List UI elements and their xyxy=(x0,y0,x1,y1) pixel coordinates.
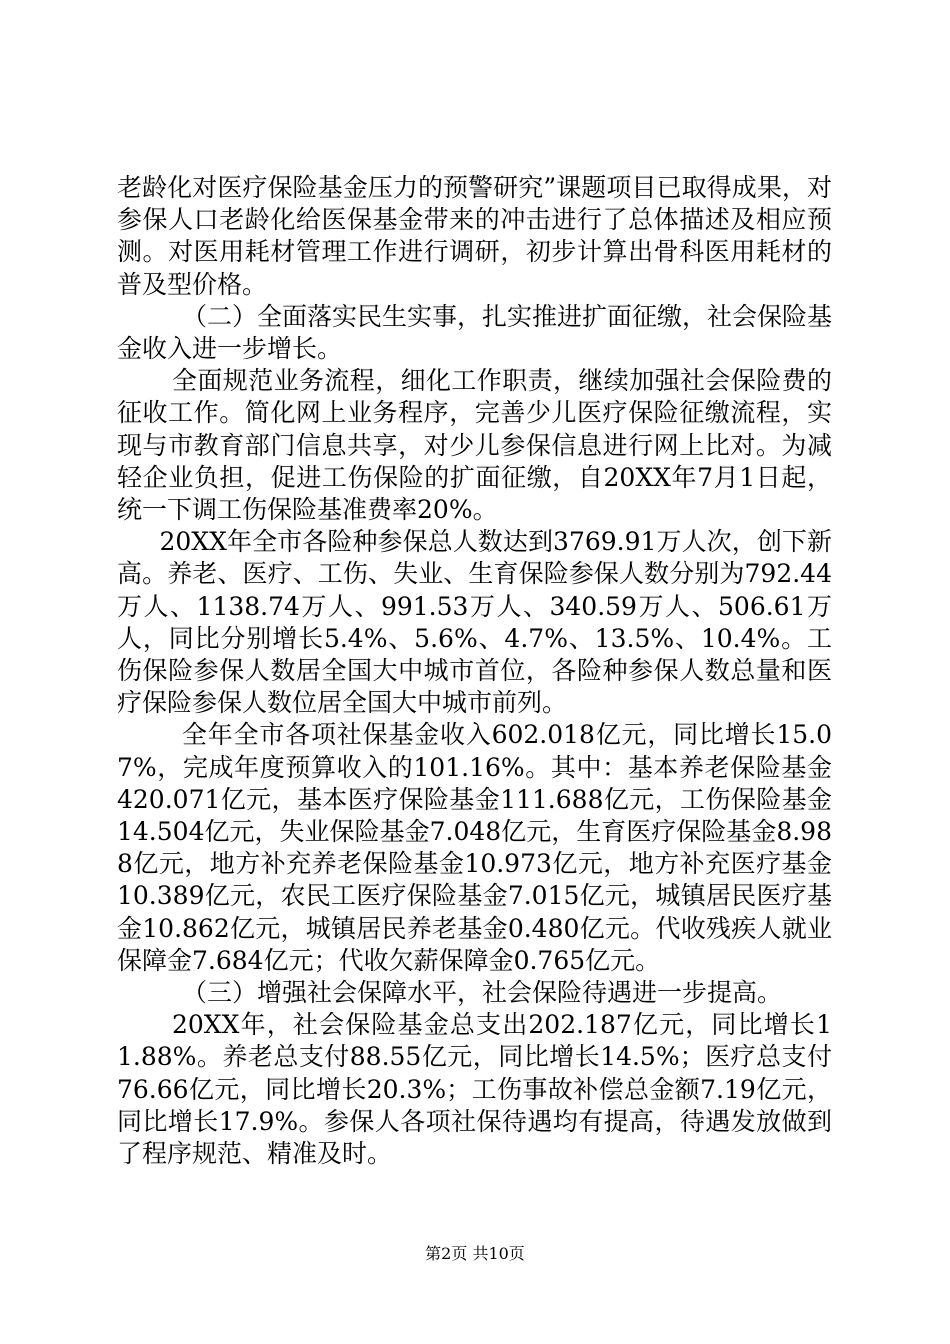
page-number-footer: 第2页 共10页 xyxy=(425,1244,525,1263)
paragraph-fund-expenditure: 20XX年，社会保险基金总支出202.187亿元，同比增长11.88%。养老总支付88.55亿元，同比增长14.5%；医疗总支付76.66亿元，同比增长20.3%；工伤事故补偿总金额7.19亿元，同比增长17.9%。参保人各项社保待遇均有提高，待遇发放做到了程序规范、精准及时。 xyxy=(117,1010,832,1169)
section-heading-3: （三）增强社会保障水平，社会保险待遇进一步提高。 xyxy=(182,978,783,1008)
paragraph-enrollment-stats: 20XX年全市各险种参保总人数达到3769.91万人次，创下新高。养老、医疗、工伤、失业、生育保险参保人数分别为792.44万人、1138.74万人、991.53万人、340.59万人、506.61万人，同比分别增长5.4%、5.6%、4.7%、13.5%、10.4%。工伤保险参保人数居全国大中城市首位，各险种参保人数总量和医疗保险参保人数位居全国大中城市前列。 xyxy=(117,527,832,718)
document-body xyxy=(117,172,832,1170)
paragraph-continuation: 老龄化对医疗保险基金压力的预警研究”课题项目已取得成果，对参保人口老龄化给医保基金带来的冲击进行了总体描述及相应预测。对医用耗材管理工作进行调研，初步计算出骨科医用耗材的普及型价格。 xyxy=(117,173,832,299)
paragraph-fund-income: 全年全市各项社保基金收入602.018亿元，同比增长15.07%，完成年度预算收入的101.16%。其中：基本养老保险基金420.071亿元，基本医疗保险基金111.688亿元，工伤保险基金14.504亿元，失业保险基金7.048亿元，生育医疗保险基金8.988亿元，地方补充养老保险基金10.973亿元，地方补充医疗基金10.389亿元，农民工医疗保险基金7.015亿元，城镇居民医疗基金10.862亿元，城镇居民养老基金0.480亿元。代收残疾人就业保障金7.684亿元；代收欠薪保障金0.765亿元。 xyxy=(117,720,832,975)
section-heading-2: （二）全面落实民生实事，扎实推进扩面征缴，社会保险基金收入进一步增长。 xyxy=(117,301,833,364)
paragraph-collection-work: 全面规范业务流程，细化工作职责，继续加强社会保险费的征收工作。简化网上业务程序，完善少儿医疗保险征缴流程，实现与市教育部门信息共享，对少儿参保信息进行网上比对。为减轻企业负担，促进工伤保险的扩面征缴，自20XX年7月1日起，统一下调工伤保险基准费率20%。 xyxy=(117,366,832,525)
